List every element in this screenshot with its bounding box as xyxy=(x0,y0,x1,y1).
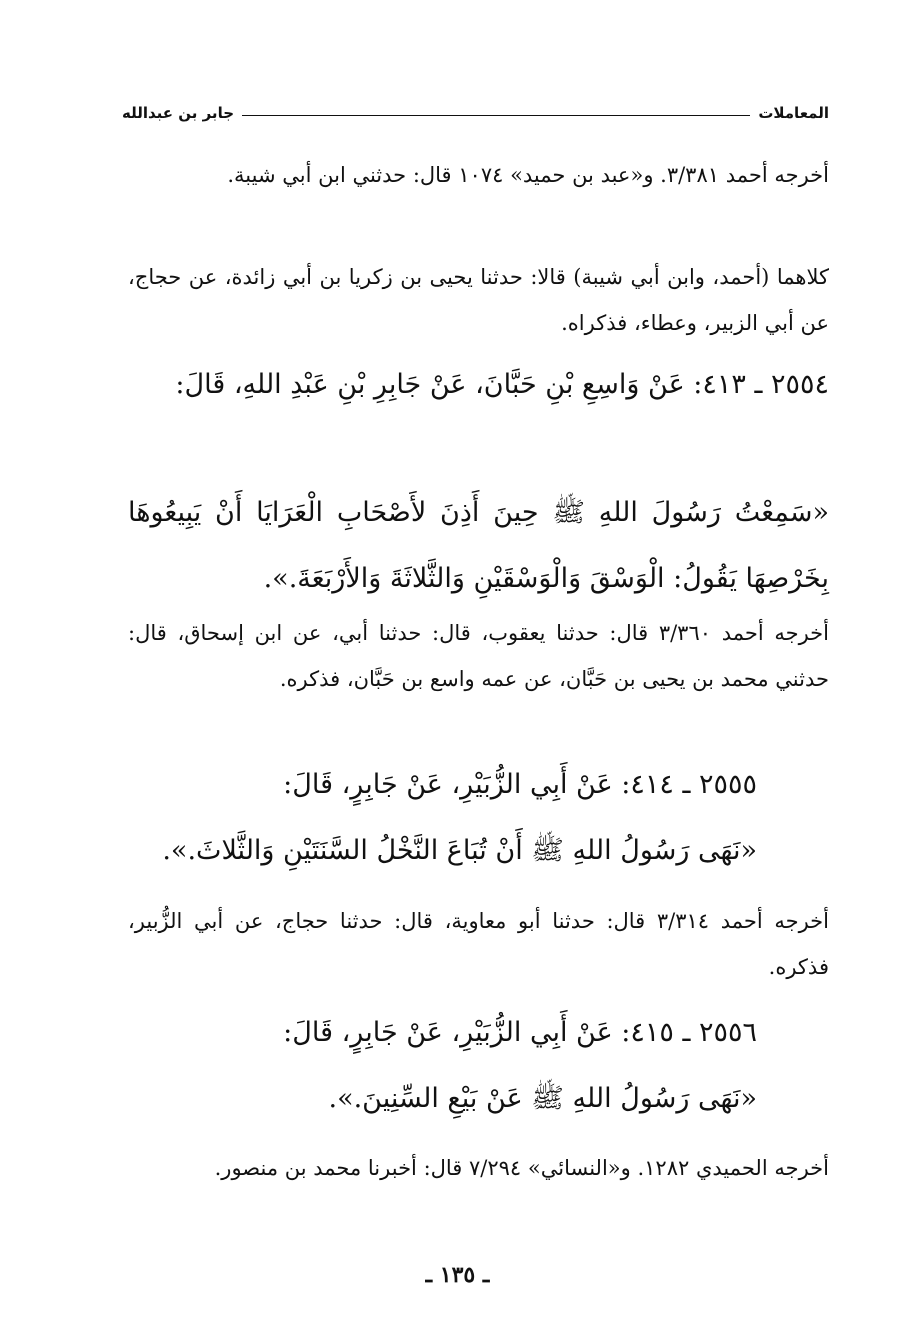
note-text: أخرجه الحميدي ١٢٨٢. و«النسائي» ٧/٢٩٤ قال: أخبرنا محمد بن منصور. xyxy=(214,1156,829,1180)
hadith-matn: «نَهَى رَسُولُ اللهِ ﷺ عَنْ بَيْعِ السِّنِينَ.». xyxy=(328,1083,757,1114)
note-text: كلاهما (أحمد، وابن أبي شيبة) قالا: حدثنا يحيى بن زكريا بن أبي زائدة، عن حجاج، عن أبي الزبير، وعطاء، فذكراه. xyxy=(128,265,829,335)
hadith-matn: «سَمِعْتُ رَسُولَ اللهِ ﷺ حِينَ أَذِنَ لأَصْحَابِ الْعَرَايَا أَنْ يَبِيعُوهَا بِخَرْصِهَا يَقُولُ: الْوَسْقَ وَالْوَسْقَيْنِ وَالثَّلاثَةَ وَالأَرْبَعَةَ.». xyxy=(128,497,829,594)
hadith-isnad: ٢٥٥٦ ـ ٤١٥: عَنْ أَبِي الزُّبَيْرِ، عَنْ جَابِرٍ، قَالَ: xyxy=(283,1017,757,1048)
takhrij-note-4 xyxy=(128,898,829,990)
hadith-isnad: ٢٥٥٤ ـ ٤١٣: عَنْ وَاسِعِ بْنِ حَبَّانَ، عَنْ جَابِرِ بْنِ عَبْدِ اللهِ، قَالَ: xyxy=(175,369,829,400)
takhrij-note-2 xyxy=(128,254,829,346)
hadith-414 xyxy=(128,752,757,884)
note-text: أخرجه أحمد ٣/٣٦٠ قال: حدثنا يعقوب، قال: حدثنا أبي، عن ابن إسحاق، قال: حدثني محمد بن يحيى بن حَبَّان، عن عمه واسع بن حَبَّان، فذكره. xyxy=(128,621,829,691)
hadith-matn: «نَهَى رَسُولُ اللهِ ﷺ أَنْ تُبَاعَ النَّخْلُ السَّنَتَيْنِ وَالثَّلاثَ.». xyxy=(162,835,757,866)
takhrij-note-1 xyxy=(128,152,829,198)
header-rule xyxy=(242,115,750,116)
hadith-isnad: ٢٥٥٥ ـ ٤١٤: عَنْ أَبِي الزُّبَيْرِ، عَنْ جَابِرٍ، قَالَ: xyxy=(283,769,757,800)
note-text: أخرجه أحمد ٣/٣١٤ قال: حدثنا أبو معاوية، قال: حدثنا حجاج، عن أبي الزُّبير، فذكره. xyxy=(128,909,829,979)
header-chapter-title: المعاملات xyxy=(758,104,829,122)
running-header xyxy=(122,104,829,122)
page-number: ـ ١٣٥ ـ xyxy=(425,1262,490,1288)
hadith-415 xyxy=(128,1000,757,1132)
takhrij-note-3 xyxy=(128,610,829,702)
hadith-413-matn xyxy=(128,480,829,612)
header-companion-name: جابر بن عبدالله xyxy=(122,104,235,122)
takhrij-note-5 xyxy=(128,1145,829,1191)
hadith-413 xyxy=(128,352,829,418)
note-text: أخرجه أحمد ٣/٣٨١. و«عبد بن حميد» ١٠٧٤ قال: حدثني ابن أبي شيبة. xyxy=(227,163,829,187)
